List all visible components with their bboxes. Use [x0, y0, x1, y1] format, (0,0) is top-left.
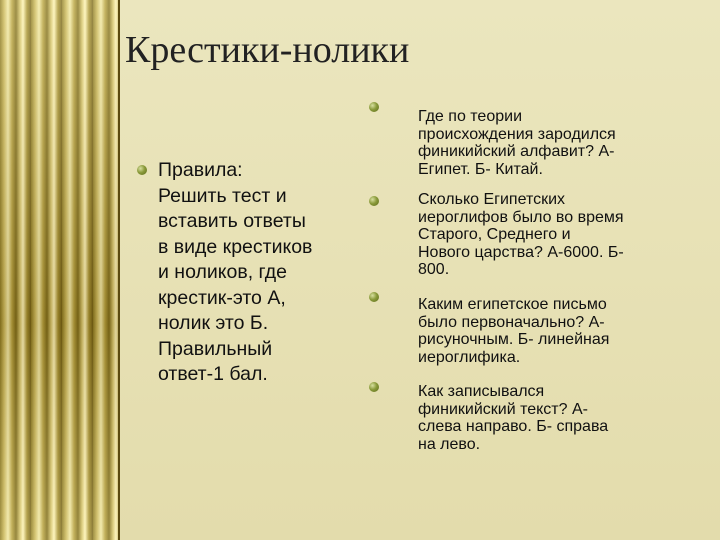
- question-2-text: Сколько Египетских иероглифов было во время Старого, Среднего и Нового царства? А-6000. Б- 800.: [418, 191, 624, 278]
- question-1-text: Где по теории происхождения зародился финикийский алфавит? А- Египет. Б- Китай.: [418, 108, 616, 178]
- gold-strip-shading: [0, 0, 118, 540]
- question-3-text: Каким египетское письмо было первоначально? А- рисуночным. Б- линейная иероглифика.: [418, 296, 610, 366]
- question-1-bullet-icon: [369, 102, 379, 112]
- slide-title: Крестики-нолики: [125, 29, 410, 71]
- question-4-text: Как записывался финикийский текст? А- слева направо. Б- справа на лево.: [418, 383, 609, 453]
- strip-divider: [118, 0, 120, 540]
- question-4-bullet-icon: [369, 382, 379, 392]
- left-bullet-icon: [137, 165, 147, 175]
- question-2-bullet-icon: [369, 196, 379, 206]
- question-3-bullet-icon: [369, 292, 379, 302]
- rules-text: Правила: Решить тест и вставить ответы в виде крестиков и ноликов, где крестик-это А, нолик это Б. Правильный ответ-1 бал.: [158, 159, 313, 385]
